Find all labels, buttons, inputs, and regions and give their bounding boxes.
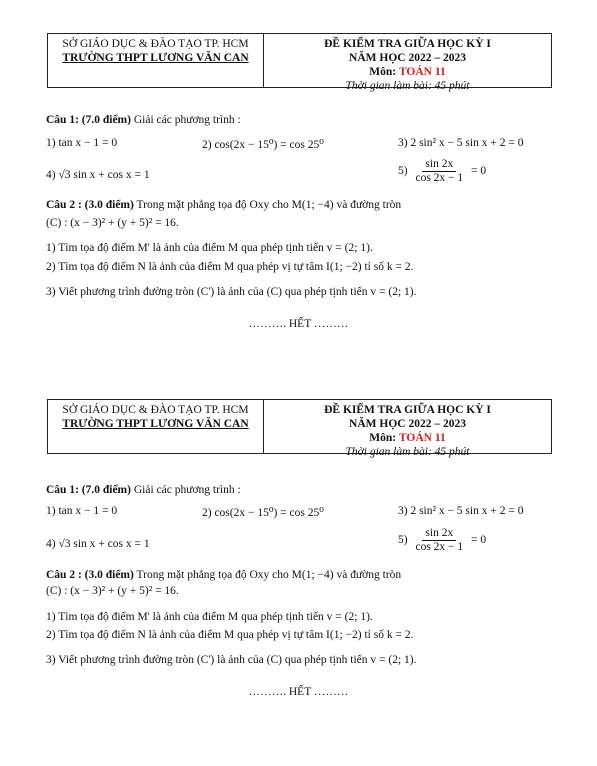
q1-text: Giải các phương trình :	[130, 114, 241, 126]
subject-label: Môn:	[369, 432, 397, 444]
q2-text: Trong mặt phẳng tọa độ Oxy cho M(1; −4) và đường tròn	[133, 569, 402, 581]
header-exam-block	[264, 34, 551, 92]
p5-numerator: sin 2x	[422, 527, 456, 541]
exam-title: ĐỀ KIỂM TRA GIỮA HỌC KỲ I	[324, 404, 491, 416]
exam-duration: Thời gian làm bài: 45 phút	[345, 446, 470, 458]
p5-suffix: = 0	[471, 165, 487, 178]
department-name: SỞ GIÁO DỤC & ĐÀO TẠO TP. HCM	[62, 404, 249, 416]
subject-name: TOÁN 11	[398, 432, 446, 444]
header-school-block	[48, 400, 264, 453]
q1-problem-5	[398, 527, 486, 554]
q2-part-2: 2) Tìm tọa độ điểm N là ảnh của điểm M qua phép vị tự tâm I(1; −2) tỉ số k = 2.	[46, 261, 414, 273]
q2-part-2: 2) Tìm tọa độ điểm N là ảnh của điểm M qua phép vị tự tâm I(1; −2) tỉ số k = 2.	[46, 629, 414, 641]
p5-fraction	[412, 158, 466, 185]
q1-problem-1: 1) tan x − 1 = 0	[46, 505, 118, 517]
q1-text: Giải các phương trình :	[130, 484, 241, 496]
q2-circle: (C) : (x − 3)² + (y + 5)² = 16.	[46, 585, 179, 597]
q2-part-1: 1) Tìm tọa độ điểm M' là ảnh của điểm M qua phép tịnh tiến v = (2; 1).	[46, 611, 373, 623]
subject-line	[264, 431, 551, 445]
header-school-block	[48, 34, 264, 87]
school-name: TRƯỜNG THPT LƯƠNG VĂN CAN	[62, 52, 249, 64]
end-marker: ………. HẾT ………	[248, 686, 349, 698]
q2-label: Câu 2 : (3.0 điểm)	[46, 569, 134, 581]
exam-header	[47, 33, 552, 92]
q2-part-3: 3) Viết phương trình đường tròn (C') là ảnh của (C) qua phép tịnh tiến v = (2; 1).	[46, 654, 417, 666]
end-marker: ………. HẾT ………	[248, 318, 349, 330]
q2-part-1: 1) Tìm tọa độ điểm M' là ảnh của điểm M qua phép tịnh tiến v = (2; 1).	[46, 242, 373, 254]
q1-problem-4: 4) √3 sin x + cos x = 1	[46, 538, 150, 550]
q2-circle: (C) : (x − 3)² + (y + 5)² = 16.	[46, 217, 179, 229]
q2-part-3: 3) Viết phương trình đường tròn (C') là ảnh của (C) qua phép tịnh tiến v = (2; 1).	[46, 286, 417, 298]
school-name: TRƯỜNG THPT LƯƠNG VĂN CAN	[62, 418, 249, 430]
q1-label: Câu 1: (7.0 điểm)	[46, 484, 131, 496]
header-exam-block	[264, 400, 551, 458]
p5-fraction	[412, 527, 466, 554]
exam-title: ĐỀ KIỂM TRA GIỮA HỌC KỲ I	[324, 38, 491, 50]
p5-denominator: cos 2x − 1	[415, 541, 464, 553]
q1-problem-2: 2) cos(2x − 15⁰) = cos 25⁰	[202, 139, 324, 151]
p5-denominator: cos 2x − 1	[415, 172, 464, 184]
subject-label: Môn:	[369, 66, 397, 78]
q1-problem-3: 3) 2 sin² x − 5 sin x + 2 = 0	[398, 137, 524, 149]
q2-heading	[46, 569, 401, 581]
exam-duration: Thời gian làm bài: 45 phút	[345, 80, 470, 92]
q1-heading	[46, 484, 241, 496]
q1-label: Câu 1: (7.0 điểm)	[46, 114, 131, 126]
q2-heading	[46, 199, 401, 211]
p5-prefix: 5)	[398, 534, 408, 547]
q1-problem-5	[398, 158, 486, 185]
q1-problem-1: 1) tan x − 1 = 0	[46, 137, 118, 149]
department-name: SỞ GIÁO DỤC & ĐÀO TẠO TP. HCM	[62, 38, 249, 50]
subject-line	[264, 65, 551, 79]
school-year: NĂM HỌC 2022 – 2023	[349, 418, 466, 430]
q1-heading	[46, 114, 241, 126]
p5-prefix: 5)	[398, 165, 408, 178]
p5-numerator: sin 2x	[422, 158, 456, 172]
subject-name: TOÁN 11	[398, 66, 446, 78]
q2-text: Trong mặt phẳng tọa độ Oxy cho M(1; −4) và đường tròn	[133, 199, 402, 211]
q1-problem-2: 2) cos(2x − 15⁰) = cos 25⁰	[202, 507, 324, 519]
exam-header	[47, 399, 552, 458]
q2-label: Câu 2 : (3.0 điểm)	[46, 199, 134, 211]
q1-problem-4: 4) √3 sin x + cos x = 1	[46, 169, 150, 181]
q1-problem-3: 3) 2 sin² x − 5 sin x + 2 = 0	[398, 505, 524, 517]
p5-suffix: = 0	[471, 534, 487, 547]
school-year: NĂM HỌC 2022 – 2023	[349, 52, 466, 64]
